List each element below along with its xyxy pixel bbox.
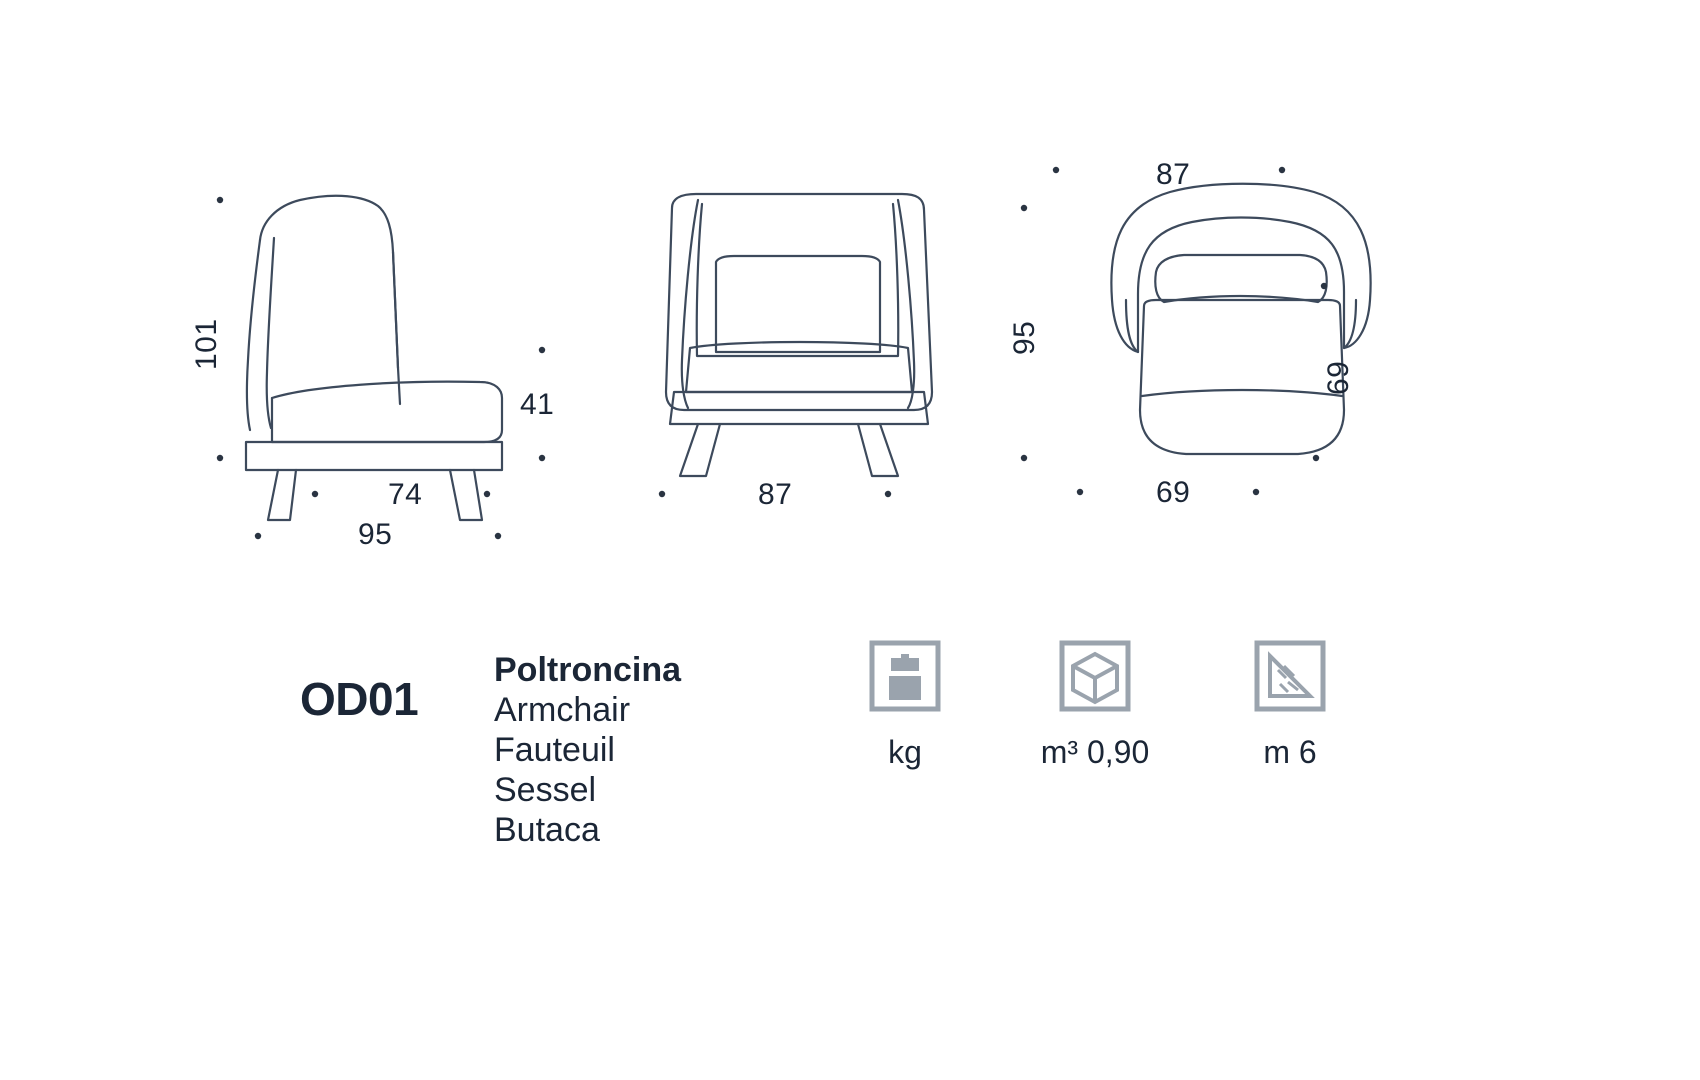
top-depth-right-dimension: 69: [1322, 360, 1355, 395]
caption-block: [0, 620, 1700, 920]
metric-meters-value: m 6: [1263, 734, 1317, 770]
side-total-depth-dimension: 95: [358, 518, 393, 551]
front-view-dimension-ticks: [640, 0, 1060, 620]
top-view: [1008, 0, 1500, 620]
product-name-it: Poltroncina: [494, 651, 682, 689]
top-width-dimension: 87: [1156, 158, 1191, 191]
top-view-dimension-ticks: [1060, 0, 1500, 620]
metric-meters: [1210, 640, 1370, 771]
metric-volume-value: m³ 0,90: [1040, 734, 1150, 770]
metrics-row: [830, 640, 1470, 840]
metric-weight-value: kg: [888, 734, 922, 770]
fabric-meters-icon: [1254, 640, 1326, 712]
weight-scale-icon: [869, 640, 941, 712]
front-view: [640, 0, 1060, 620]
side-view: [150, 0, 630, 620]
product-name-es: Butaca: [494, 811, 600, 850]
top-depth-left-dimension: 95: [1008, 320, 1041, 355]
product-name-en: Armchair: [494, 691, 631, 730]
metric-weight: [850, 640, 960, 771]
metric-volume: [1000, 640, 1190, 771]
product-name-fr: Fauteuil: [494, 731, 615, 770]
side-seat-height-dimension: 41: [520, 388, 555, 421]
package-volume-icon: [1059, 640, 1131, 712]
side-seat-depth-dimension: 74: [388, 478, 423, 511]
product-name-de: Sessel: [494, 771, 597, 810]
top-depth-bottom-dimension: 69: [1156, 476, 1191, 509]
front-width-dimension: 87: [758, 478, 793, 511]
side-height-dimension: 101: [190, 318, 223, 370]
product-code: OD01: [300, 673, 419, 725]
product-names: [494, 650, 681, 851]
